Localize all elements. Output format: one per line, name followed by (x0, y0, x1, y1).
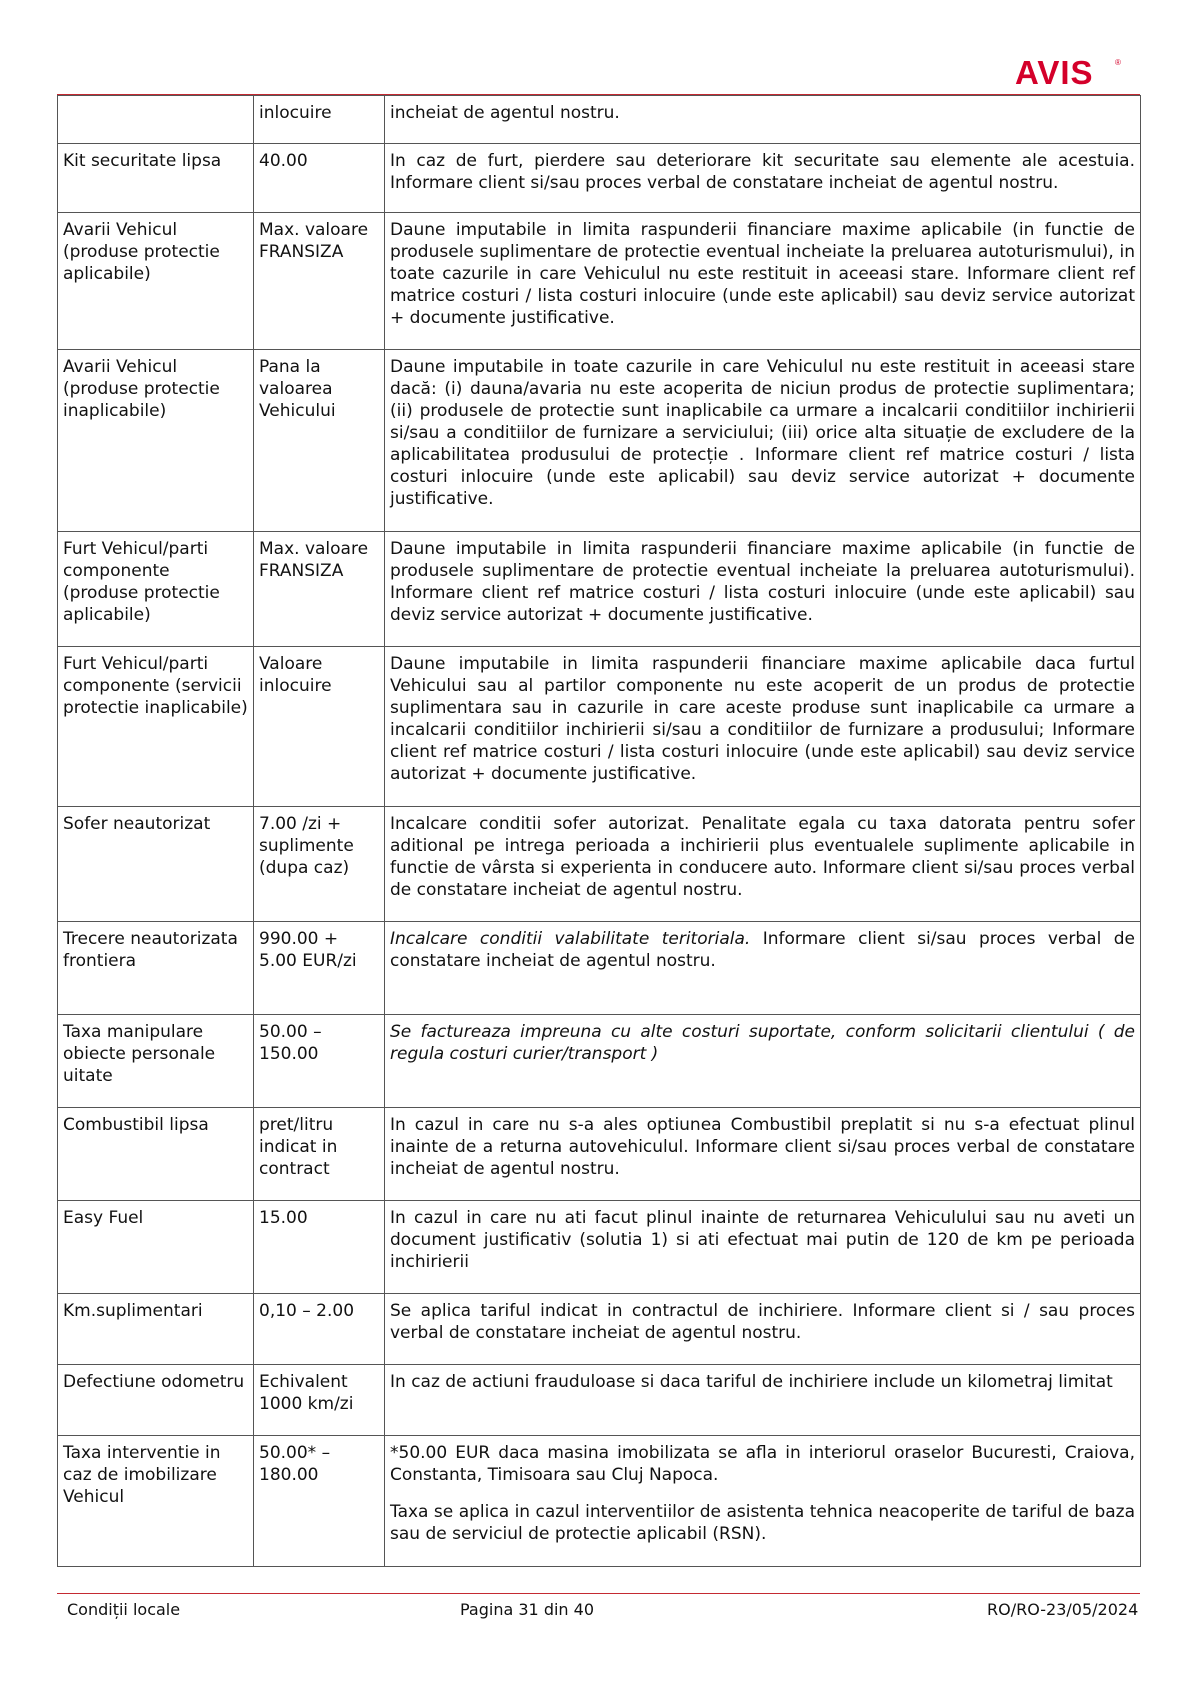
fee-description-cell (385, 807, 1141, 922)
fee-item-cell: Easy Fuel (58, 1201, 254, 1294)
fee-value-cell: Echivalent 1000 km/zi (254, 1365, 385, 1436)
avis-logo (1015, 54, 1121, 91)
table-row (58, 1294, 1141, 1365)
description-italic-text: Incalcare conditii valabilitate teritoriala. (390, 929, 751, 949)
fee-value-cell: Max. valoare FRANSIZA (254, 213, 385, 350)
description-text: Se aplica tariful indicat in contractul de inchiriere. Informare client si / sau proces verbal de constatare incheiat de agentul nostru. (390, 1301, 1135, 1343)
fee-item-cell: Trecere neautorizata frontiera (58, 922, 254, 1015)
description-text: In caz de actiuni frauduloase si daca tariful de inchiriere include un kilometraj limitat (390, 1372, 1113, 1392)
fee-value-cell: 50.00* – 180.00 (254, 1436, 385, 1567)
footer-doc-ref: RO/RO-23/05/2024 (987, 1600, 1139, 1619)
fee-value-cell: Pana la valoarea Vehicului (254, 350, 385, 532)
fee-value-cell: 0,10 – 2.00 (254, 1294, 385, 1365)
footer-left: Condiții locale (67, 1600, 181, 1619)
description-text: In cazul in care nu s-a ales optiunea Combustibil preplatit si nu s-a efectuat plinul inainte de a returna autovehiculul. Informare client si/sau proces verbal de constatare incheiat de agentul nostru. (390, 1115, 1135, 1179)
description-text: Daune imputabile in limita raspunderii financiare maxime aplicabile (in functie de produsele suplimentare de protectie eventual incheiate la preluarea autoturismului). Informare client ref matrice costuri / lista costuri inlocuire (unde este aplicabil) sau deviz service autorizat + documente justificative. (390, 539, 1135, 625)
table-row (58, 213, 1141, 350)
fee-description-cell (385, 532, 1141, 647)
fee-description-cell (385, 647, 1141, 807)
description-text: Daune imputabile in limita raspunderii financiare maxime aplicabile daca furtul Vehicului sau al partilor componente nu este acoperit de un produs de protectie suplimentara sau in cazurile in care aceste produse sunt inaplicabile ca urmare a incalcarii conditiilor inchirierii si/sau a conditiilor de furnizare a produsului; Informare client ref matrice costuri / lista costuri inlocuire (unde este aplicabil) sau deviz service autorizat + documente justificative. (390, 654, 1135, 784)
fee-description-cell (385, 1294, 1141, 1365)
footer-page-number: Pagina 31 din 40 (460, 1600, 594, 1619)
fee-description-cell (385, 1015, 1141, 1108)
registered-mark: ® (1115, 58, 1121, 67)
table-row (58, 1436, 1141, 1567)
table-row (58, 1108, 1141, 1201)
description-text: Informare client si/sau proces verbal de constatare incheiat de agentul nostru. (390, 929, 1135, 971)
fees-table (57, 95, 1141, 1567)
fee-description-cell (385, 144, 1141, 213)
table-row (58, 1015, 1141, 1108)
fee-item-cell: Avarii Vehicul (produse protectie aplicabile) (58, 213, 254, 350)
logo-text: AVIS (1015, 54, 1094, 91)
table-row (58, 1201, 1141, 1294)
fee-item-cell: Combustibil lipsa (58, 1108, 254, 1201)
fee-item-cell: Defectiune odometru (58, 1365, 254, 1436)
table-row (58, 1365, 1141, 1436)
description-text: Daune imputabile in toate cazurile in care Vehiculul nu este restituit in aceeasi stare dacă: (i) dauna/avaria nu este acoperita de niciun produs de protectie suplimentara; (ii) produsele de protectie sunt inaplicabile ca urmare a incalcarii conditiilor inchirierii si/sau a conditiilor de furnizare a serviciului; (iii) orice alta situație de excludere de la aplicabilitatea produsului de protecție . Informare client ref matrice costuri / lista costuri inlocuire (unde este aplicabil) sau deviz service autorizat + documente justificative. (390, 357, 1135, 509)
fee-value-cell: inlocuire (254, 96, 385, 144)
fee-description-cell (385, 96, 1141, 144)
fee-description-cell (385, 1201, 1141, 1294)
description-text: Daune imputabile in limita raspunderii financiare maxime aplicabile (in functie de produsele suplimentare de protectie eventual incheiate la preluarea autoturismului), in toate cazurile in care Vehiculul nu este restituit in aceeasi stare. Informare client ref matrice costuri / lista costuri inlocuire (unde este aplicabil) sau deviz service autorizat + documente justificative. (390, 220, 1135, 328)
table-row (58, 144, 1141, 213)
table-row (58, 532, 1141, 647)
fee-value-cell: pret/litru indicat in contract (254, 1108, 385, 1201)
description-text: Incalcare conditii sofer autorizat. Penalitate egala cu taxa datorata pentru sofer aditional pe intrega perioada a inchirierii plus eventualele suplimente aplicabile in functie de vârsta si experienta in conducere auto. Informare client si/sau proces verbal de constatare incheiat de agentul nostru. (390, 814, 1135, 900)
fee-description-cell (385, 350, 1141, 532)
description-text: incheiat de agentul nostru. (390, 103, 620, 123)
description-italic-text: Se factureaza impreuna cu alte costuri suportate, conform solicitarii clientului ( de regula costuri curier/transport ) (390, 1022, 1135, 1064)
description-second-paragraph: Taxa se aplica in cazul interventiilor de asistenta tehnica neacoperite de tariful de baza sau de serviciul de protectie aplicabil (RSN). (390, 1502, 1135, 1544)
fee-value-cell: Valoare inlocuire (254, 647, 385, 807)
fee-value-cell: 40.00 (254, 144, 385, 213)
fee-description-cell (385, 213, 1141, 350)
table-row (58, 922, 1141, 1015)
fee-description-cell (385, 922, 1141, 1015)
fee-item-cell: Taxa manipulare obiecte personale uitate (58, 1015, 254, 1108)
table-row (58, 807, 1141, 922)
fee-item-cell: Furt Vehicul/parti componente (servicii protectie inaplicabile) (58, 647, 254, 807)
description-text: *50.00 EUR daca masina imobilizata se afla in interiorul oraselor Bucuresti, Craiova, Constanta, Timisoara sau Cluj Napoca. (390, 1443, 1135, 1485)
table-row (58, 647, 1141, 807)
fee-item-cell: Km.suplimentari (58, 1294, 254, 1365)
fee-item-cell: Sofer neautorizat (58, 807, 254, 922)
fee-description-cell (385, 1108, 1141, 1201)
fee-item-cell (58, 96, 254, 144)
fee-value-cell: 50.00 – 150.00 (254, 1015, 385, 1108)
footer-rule (57, 1593, 1140, 1594)
fee-item-cell: Taxa interventie in caz de imobilizare Vehicul (58, 1436, 254, 1567)
fee-value-cell: 990.00 + 5.00 EUR/zi (254, 922, 385, 1015)
table-row (58, 350, 1141, 532)
fee-item-cell: Avarii Vehicul (produse protectie inaplicabile) (58, 350, 254, 532)
fee-description-cell (385, 1436, 1141, 1567)
fee-value-cell: 15.00 (254, 1201, 385, 1294)
fee-value-cell: Max. valoare FRANSIZA (254, 532, 385, 647)
fee-description-cell (385, 1365, 1141, 1436)
description-text: In caz de furt, pierdere sau deteriorare kit securitate sau elemente ale acestuia. Informare client si/sau proces verbal de constatare incheiat de agentul nostru. (390, 151, 1135, 193)
table-row (58, 96, 1141, 144)
fee-item-cell: Furt Vehicul/parti componente (produse protectie aplicabile) (58, 532, 254, 647)
fee-value-cell: 7.00 /zi + suplimente (dupa caz) (254, 807, 385, 922)
fees-table-body (58, 96, 1141, 1567)
fee-item-cell: Kit securitate lipsa (58, 144, 254, 213)
description-text: In cazul in care nu ati facut plinul inainte de returnarea Vehiculului sau nu aveti un document justificativ (solutia 1) si ati efectuat mai putin de 120 de km pe perioada inchirierii (390, 1208, 1135, 1272)
